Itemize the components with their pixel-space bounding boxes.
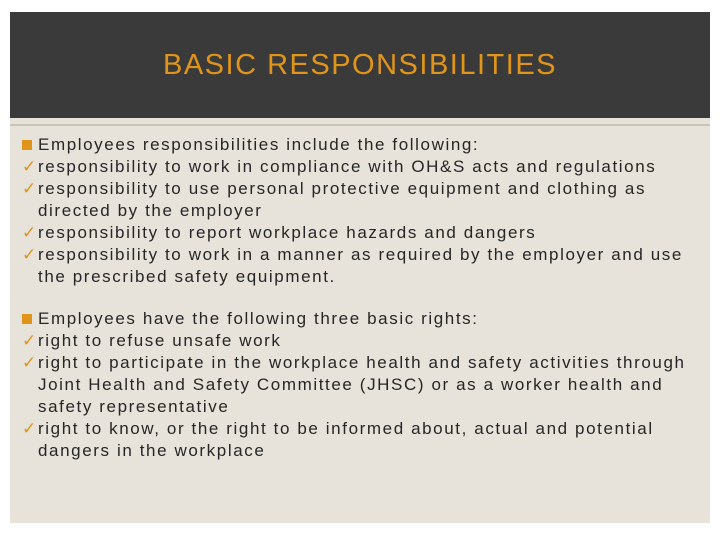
- checkmark-icon: ✓: [22, 157, 38, 176]
- section-rights: [22, 308, 702, 462]
- checkmark-icon: ✓: [22, 331, 38, 350]
- checkmark-icon: ✓: [22, 245, 38, 264]
- lead-text: Employees have the following three basic rights:: [38, 309, 479, 328]
- square-bullet-icon: [22, 314, 32, 324]
- list-item: [22, 352, 702, 418]
- list-item: [22, 222, 702, 244]
- section-lead: [22, 308, 702, 330]
- item-text: responsibility to report workplace hazards and dangers: [38, 223, 537, 242]
- slide-title: BASIC RESPONSIBILITIES: [163, 48, 557, 81]
- lead-text: Employees responsibilities include the following:: [38, 135, 480, 154]
- item-text: responsibility to work in a manner as required by the employer and use the prescribed safety equipment.: [38, 245, 683, 286]
- title-bar: [10, 12, 710, 118]
- checkmark-icon: ✓: [22, 223, 38, 242]
- item-text: right to know, or the right to be informed about, actual and potential dangers in the workplace: [38, 419, 654, 460]
- section-lead: [22, 134, 702, 156]
- divider: [10, 124, 710, 126]
- item-text: right to participate in the workplace health and safety activities through Joint Health and Safety Committee (JHSC) or as a worker health and safety representative: [38, 353, 686, 416]
- list-item: [22, 178, 702, 222]
- checkmark-icon: ✓: [22, 353, 38, 372]
- square-bullet-icon: [22, 140, 32, 150]
- slide: [10, 12, 710, 523]
- item-text: responsibility to use personal protective equipment and clothing as directed by the employer: [38, 179, 647, 220]
- item-text: responsibility to work in compliance with OH&S acts and regulations: [38, 157, 657, 176]
- list-item: [22, 156, 702, 178]
- checkmark-icon: ✓: [22, 179, 38, 198]
- list-item: [22, 330, 702, 352]
- slide-content: [22, 134, 702, 462]
- list-item: [22, 244, 702, 288]
- list-item: [22, 418, 702, 462]
- item-text: right to refuse unsafe work: [38, 331, 282, 350]
- section-responsibilities: [22, 134, 702, 288]
- checkmark-icon: ✓: [22, 419, 38, 438]
